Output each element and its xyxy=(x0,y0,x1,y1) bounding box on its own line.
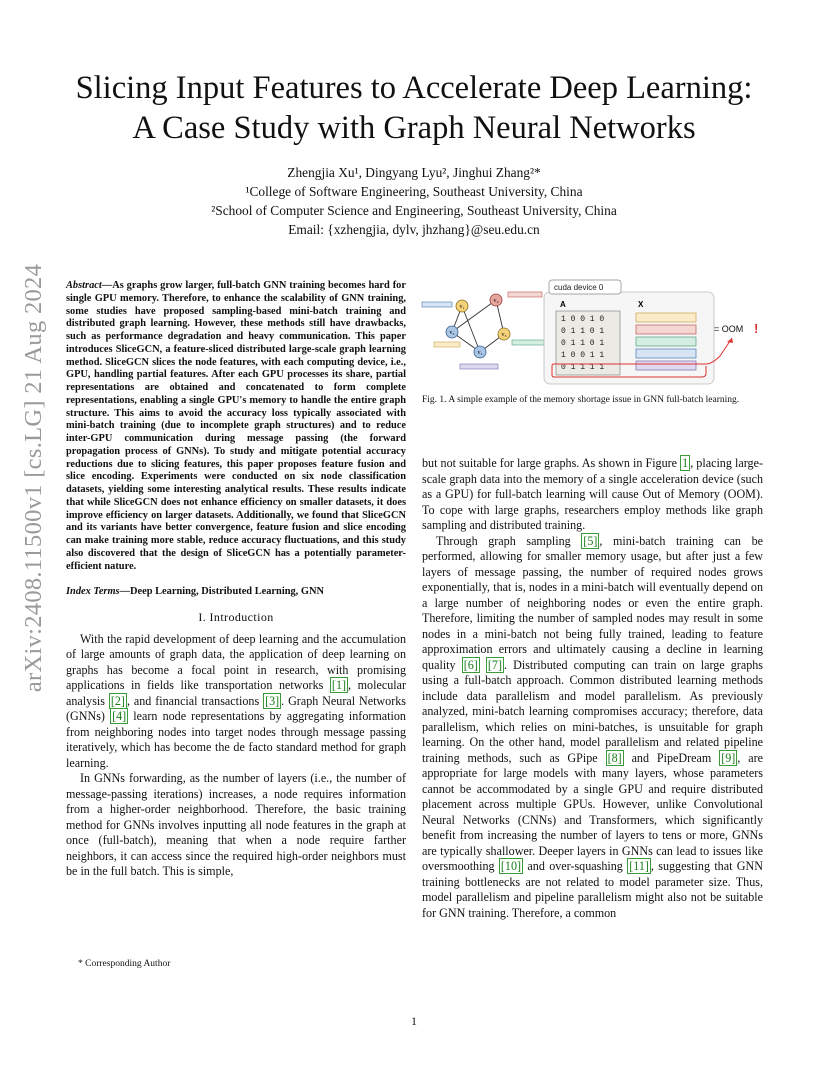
title-line-2: A Case Study with Graph Neural Networks xyxy=(132,110,696,146)
feature-matrix xyxy=(636,313,696,370)
section-heading-introduction: I. Introduction xyxy=(198,610,274,625)
citation-link[interactable]: [1] xyxy=(331,678,347,693)
left-column xyxy=(66,280,406,880)
feature-bar xyxy=(512,340,544,345)
abstract-label: Abstract xyxy=(66,280,102,291)
abstract-text: —As graphs grow larger, full-batch GNN training becomes hard for single GPU memory. Therefore, to enhance the scalability of GNN training, some studies have proposed sampling-based mini-batch training and distributed graph learning. However, these methods still have drawbacks, such as performance degradation and heavy communication. This paper introduces SliceGCN, a feature-sliced distributed large-scale graph learning method. SliceGCN slices the node features, with each computing device, i.e., GPU, handling partial features. After each GPU processes its share, partial representations are obtained and concatenated to form complete representations, enabling a single GPU's memory to handle the entire graph structure. This aims to avoid the accuracy loss typically associated with mini-batch training (due to incomplete graph structures) and to reduce inter-GPU communication during message passing (the forward propagation process of GNNs). To study and mitigate potential accuracy reductions due to slicing features, this paper proposes feature fusion and slice encoding. Experiments were conducted on six node classification datasets, yielding some interesting analytical results. These results indicate that while SliceGCN does not enhance efficiency on smaller datasets, it does improve efficiency on larger datasets. Additionally, we found that SliceGCN and its variants have better convergence, feature fusion and slice encoding can make training more stable, reduce accuracy fluctuations, and this study also discovered that the design of SliceGCN has a potentially parameter-efficient nature. xyxy=(66,280,406,572)
right-column xyxy=(422,456,763,921)
matrix-row: 0 1 1 1 1 xyxy=(561,363,605,372)
author-names: Zhengjia Xu¹, Dingyang Lyu², Jinghui Zhang²* xyxy=(287,165,541,180)
feature-bar xyxy=(434,342,460,347)
oom-label: = OOM xyxy=(714,324,744,334)
feature-bar xyxy=(422,302,452,307)
affiliation-1: ¹College of Software Engineering, Southeast University, China xyxy=(245,184,583,199)
figure-1-graphic xyxy=(420,276,766,386)
index-terms-label: Index Terms xyxy=(66,586,120,598)
warning-icon: ! xyxy=(754,321,759,336)
citation-link[interactable]: [6] xyxy=(463,657,478,672)
matrix-X-label: X xyxy=(638,300,644,309)
citation-link[interactable]: [11] xyxy=(629,859,649,873)
device-label: cuda device 0 xyxy=(554,283,604,292)
intro-paragraph-2: In GNNs forwarding, as the number of layers (i.e., the number of message-passing iterations) increases, a node requires information from a higher-order neighborhood. Therefore, the basic training method for GNNs involves inputting all node features in the graph at once (full-batch), meaning that when a node require farther neighbors, it can access since the required high-order neighbors must be in the full batch. This is simple, xyxy=(66,771,406,879)
paper-title xyxy=(40,68,788,148)
node-label: v₂ xyxy=(493,298,499,304)
author-block xyxy=(0,163,828,239)
citation-link[interactable]: [10] xyxy=(500,859,522,873)
affiliation-2: ²School of Computer Science and Engineering, Southeast University, China xyxy=(211,203,617,218)
body-paragraph-continued: but not suitable for large graphs. As shown in Figure 1 , placing large-scale graph data into the memory of a single acceleration device (such as a GPU) for full-batch learning will cause Out of Memory (OOM). To cope with large graphs, researchers employ methods like graph sampling and distributed training. xyxy=(422,456,763,532)
matrix-row: 1 0 0 1 0 xyxy=(561,315,605,324)
matrix-row: 0 1 1 0 1 xyxy=(561,339,605,348)
citation-link[interactable]: [4] xyxy=(112,709,127,724)
citation-link[interactable]: [3] xyxy=(265,693,280,708)
title-line-1: Slicing Input Features to Accelerate Deep Learning: xyxy=(75,70,753,106)
feature-bar xyxy=(508,292,542,297)
citation-link[interactable]: [2] xyxy=(110,693,125,708)
figure-link[interactable]: 1 xyxy=(682,456,689,470)
matrix-row: 0 1 1 0 1 xyxy=(561,327,605,336)
graph-nodes xyxy=(446,294,510,358)
figure-1 xyxy=(420,276,766,386)
citation-link[interactable]: [5] xyxy=(583,533,598,548)
citation-link[interactable]: [7] xyxy=(487,657,502,672)
arxiv-id: arXiv:2408.11500v1 [cs.LG] 21 Aug 2024 xyxy=(20,263,47,693)
intro-paragraph-1: With the rapid development of deep learning and the accumulation of large amounts of graph data, the application of deep learning on graphs has become a focal point in research, with promising applications in fields like transportation networks [1] , molecular analysis [2] , and financial transactions [3] . Graph Neural Networks (GNNs) [4] learn node representations by aggregating information from neighboring nodes into target nodes through message passing iteratively, which has become the de facto standard method for graph learning. xyxy=(66,631,406,770)
citation-link[interactable]: [8] xyxy=(607,750,622,765)
matrix-rows xyxy=(561,315,604,372)
abstract xyxy=(66,280,406,573)
arxiv-stamp xyxy=(20,263,48,693)
figure-caption: Fig. 1. A simple example of the memory shortage issue in GNN full-batch learning. xyxy=(422,395,740,405)
node-label: v₄ xyxy=(449,330,455,336)
index-terms-text: —Deep Learning, Distributed Learning, GNN xyxy=(119,586,324,598)
footnote: * Corresponding Author xyxy=(78,959,171,969)
node-label: v₃ xyxy=(501,332,507,338)
body-paragraph: Through graph sampling [5] , mini-batch training can be performed, allowing for smaller memory usage, but after just a few layers of message passing, the number of required nodes grows exponentially, that is, nodes in a mini-batch will eventually depend on a large number of neighboring nodes or even the entire graph. Therefore, limiting the number of sampled nodes may result in some nodes in a mini-batch not being fully trained, leading to feature approximation errors and ultimately causing a decline in learning quality [6] [7] . Distributed computing can train on large graphs using a full-batch approach. Common distributed learning methods include data parallelism and model parallelism. As previously analyzed, mini-batch learning compromises accuracy; therefore, data parallelism, which relies on mini-batches, is unsuitable for graph learning. On the other hand, model parallelism and related pipeline training methods, such as GPipe [8] and PipeDream [9] , are appropriate for large models with many layers, whose parameters cannot be accommodated by a single GPU and require distributed placement across multiple GPUs. However, unlike Convolutional Neural Networks (CNNs) and Transformers, which significantly benefit from increasing the number of layers to tens or more, GNNs are typically shallower. Deeper layers in GNNs can lead to issues like oversmoothing [10] and over-squashing [11] , suggesting that GNN training bottlenecks are not related to model parameter size. Thus, model parallelism and pipeline parallelism might also not be suitable for GNN training. Therefore, a common xyxy=(422,533,764,920)
feature-bar xyxy=(460,364,498,369)
index-terms xyxy=(66,585,406,598)
node-label: v₅ xyxy=(477,350,483,356)
author-email: Email: {xzhengjia, dylv, jhzhang}@seu.edu.cn xyxy=(288,222,540,237)
matrix-A-label: A xyxy=(560,300,566,309)
page-number: 1 xyxy=(411,1014,417,1028)
node-label: v₁ xyxy=(459,304,465,310)
citation-link[interactable]: [9] xyxy=(721,750,736,765)
matrix-row: 1 0 0 1 1 xyxy=(561,351,605,360)
